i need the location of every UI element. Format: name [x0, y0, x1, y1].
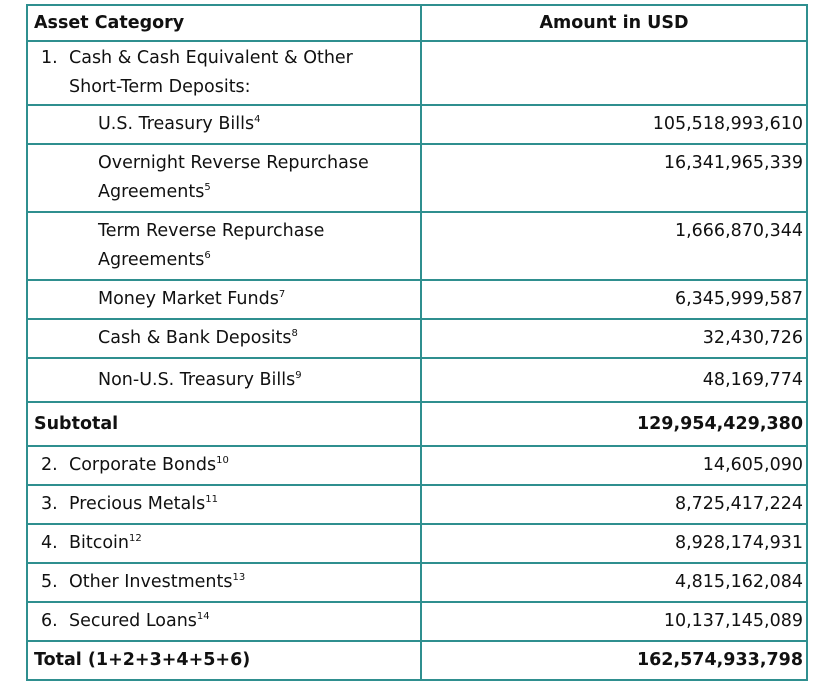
total-row [27, 641, 807, 680]
row-label: 5. Other Investments$^{13}$ [27, 563, 421, 602]
footnote-ref: 11 [205, 494, 218, 505]
footnote-ref: 13 [232, 572, 246, 583]
row-label: U.S. Treasury Bills$^4$ [27, 105, 421, 144]
table-row [27, 563, 807, 602]
footnote-ref: 5 [204, 182, 211, 193]
row-value: 8,928,174,931 [421, 524, 807, 563]
row-label: 3. Precious Metals$^{11}$ [27, 485, 421, 524]
table-row [27, 358, 807, 402]
row-value: 6,345,999,587 [421, 280, 807, 319]
row-value: 48,169,774 [421, 358, 807, 402]
row-label: 4. Bitcoin$^{12}$ [27, 524, 421, 563]
footnote-ref: 8 [291, 328, 298, 339]
subtotal-value: 129,954,429,380 [421, 402, 807, 446]
row-value: 10,137,145,089 [421, 602, 807, 641]
table-row [27, 212, 807, 280]
section-1-line2: Short-Term Deposits: [69, 77, 251, 97]
total-label: Total (1+2+3+4+5+6) [27, 641, 421, 680]
table-row [27, 105, 807, 144]
item-number: 1. [41, 48, 58, 68]
asset-table [26, 4, 808, 681]
row-label: Money Market Funds$^7$ [27, 280, 421, 319]
row-label: Term Reverse Repurchase Agreements$^6$ [27, 212, 421, 280]
header-category: Asset Category [27, 5, 421, 41]
row-value: 14,605,090 [421, 446, 807, 485]
row-value: 105,518,993,610 [421, 105, 807, 144]
footnote-ref: 12 [129, 533, 142, 544]
row-value: 1,666,870,344 [421, 212, 807, 280]
section-1-label [27, 41, 421, 105]
footnote-ref: 7 [278, 289, 286, 300]
header-row [27, 5, 807, 41]
footnote-ref: 4 [254, 114, 261, 125]
footnote-ref: 9 [295, 369, 302, 381]
total-value: 162,574,933,798 [421, 641, 807, 680]
table-row [27, 144, 807, 212]
footnote-ref: 10 [216, 455, 229, 466]
row-value: 32,430,726 [421, 319, 807, 358]
row-label: Cash & Bank Deposits$^8$ [27, 319, 421, 358]
row-label: 6. Secured Loans$^{14}$ [27, 602, 421, 641]
footnote-ref: 14 [196, 611, 210, 622]
row-value: 8,725,417,224 [421, 485, 807, 524]
table-row [27, 319, 807, 358]
header-amount: Amount in USD [421, 5, 807, 41]
row-label: Non-U.S. Treasury Bills$^9$ [27, 358, 421, 402]
section-1-value [421, 41, 807, 105]
section-1-row [27, 41, 807, 105]
row-label: 2. Corporate Bonds$^{10}$ [27, 446, 421, 485]
table-row [27, 524, 807, 563]
subtotal-row [27, 402, 807, 446]
section-1-line1: Cash & Cash Equivalent & Other [69, 48, 353, 68]
table-row [27, 602, 807, 641]
subtotal-label: Subtotal [27, 402, 421, 446]
row-value: 16,341,965,339 [421, 144, 807, 212]
footnote-ref: 6 [204, 250, 211, 261]
row-label: Overnight Reverse Repurchase Agreements$^5$ [27, 144, 421, 212]
table-row [27, 446, 807, 485]
row-value: 4,815,162,084 [421, 563, 807, 602]
table-row [27, 485, 807, 524]
table-row [27, 280, 807, 319]
